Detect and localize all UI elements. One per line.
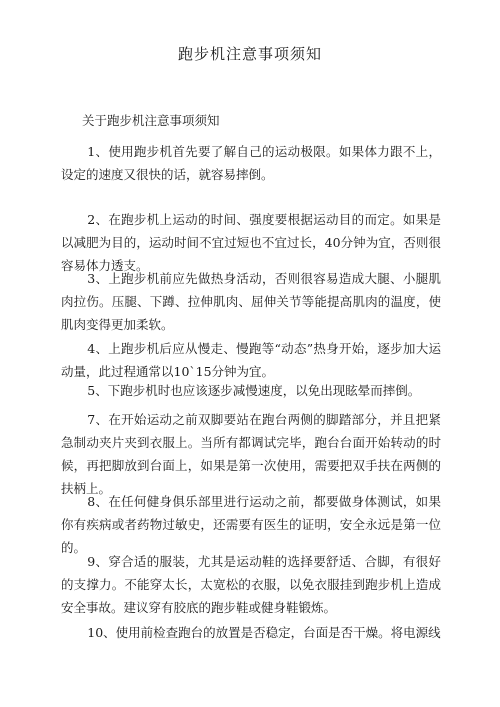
paragraph-8: 8、在任何健身俱乐部里进行运动之前，都要做身体测试，如果你有疾病或者药物过敏史，还需要有医生的证明，安全永远是第一位的。 xyxy=(61,494,441,555)
paragraph-9: 9、穿合适的服装，尤其是运动鞋的选择要舒适、合脚，有很好的支撑力。不能穿太长，太宽松的衣服，以免衣服挂到跑步机上造成安全事故。建议穿有胶底的跑步鞋或健身鞋锻炼。 xyxy=(61,554,441,615)
paragraph-1: 1、使用跑步机首先要了解自己的运动极限。如果体力跟不上，设定的速度又很快的话，就容易摔倒。 xyxy=(61,144,441,182)
paragraph-4: 4、上跑步机后应从慢走、慢跑等“动态”热身开始，逐步加大运动量，此过程通常以10`15分钟为宜。 xyxy=(61,341,441,379)
paragraph-2: 2、在跑步机上运动的时间、强度要根据运动目的而定。如果是以减肥为目的，运动时间不宜过短也不宜过长，40分钟为宜，否则很容易体力透支。 xyxy=(61,212,441,273)
paragraph-7: 7、在开始运动之前双脚要站在跑台两侧的脚踏部分，并且把紧急制动夹片夹到衣服上。当所有都调试完毕，跑台台面开始转动的时候，再把脚放到台面上，如果是第一次使用，需要把双手扶在两侧的扶柄上。 xyxy=(61,412,441,496)
paragraph-3: 3、上跑步机前应先做热身活动，否则很容易造成大腿、小腿肌肉拉伤。压腿、下蹲、拉伸肌肉、屈伸关节等能提高肌肉的温度，使肌肉变得更加柔软。 xyxy=(61,271,441,332)
page-title: 跑步机注意事项须知 xyxy=(177,45,322,63)
paragraph-5: 5、下跑步机时也应该逐步减慢速度，以免出现眩晕而摔倒。 xyxy=(87,383,421,398)
paragraph-10: 10、使用前检查跑台的放置是否稳定，台面是否干燥。将电源线 xyxy=(87,625,441,640)
document-subtitle: 关于跑步机注意事项须知 xyxy=(82,113,220,128)
